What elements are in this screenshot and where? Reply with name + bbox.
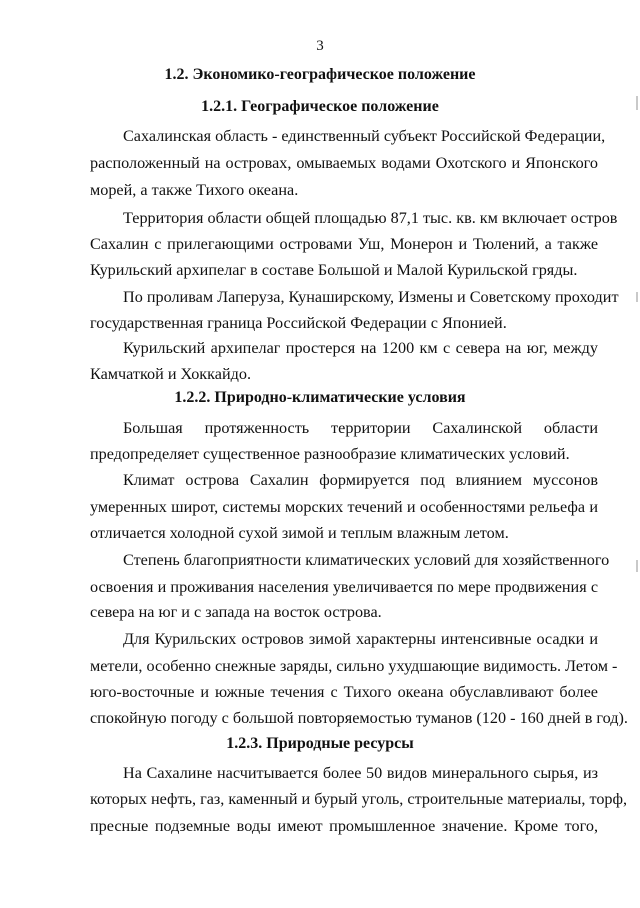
paragraph-line: которых нефть, газ, каменный и бурый уголь, строительные материалы, торф, bbox=[90, 790, 628, 808]
scan-edge-mark bbox=[636, 292, 638, 302]
paragraph-line: Территория области общей площадью 87,1 тыс. кв. км включает остров bbox=[123, 209, 618, 227]
page-number: 3 bbox=[316, 38, 324, 54]
paragraph-line: Климат острова Сахалин формируется под влиянием муссонов bbox=[123, 471, 598, 489]
scan-edge-mark bbox=[636, 96, 638, 110]
paragraph-line: освоения и проживания населения увеличивается по мере продвижения с bbox=[90, 578, 598, 596]
paragraph-line: расположенный на островах, омываемых водами Охотского и Японского bbox=[90, 154, 598, 172]
paragraph-line: пресные подземные воды имеют промышленное значение. Кроме того, bbox=[90, 817, 598, 835]
paragraph-line: спокойную погоду с большой повторяемостью туманов (120 - 160 дней в год). bbox=[90, 709, 628, 727]
paragraph-line: Большая протяженность территории Сахалинской области bbox=[123, 419, 598, 437]
paragraph-line: морей, а также Тихого океана. bbox=[90, 181, 299, 199]
section-heading-1-2: 1.2. Экономико-географическое положение bbox=[164, 66, 476, 83]
paragraph-line: На Сахалине насчитывается более 50 видов минерального сырья, из bbox=[123, 764, 598, 782]
paragraph-line: Для Курильских островов зимой характерны интенсивные осадки и bbox=[123, 630, 598, 648]
paragraph-line: Курильский архипелаг простерся на 1200 км с севера на юг, между bbox=[123, 339, 598, 357]
paragraph-line: юго-восточные и южные течения с Тихого океана обуславливают более bbox=[90, 683, 598, 701]
paragraph-line: севера на юг и с запада на восток острова. bbox=[90, 603, 382, 621]
scan-edge-mark bbox=[636, 560, 638, 572]
paragraph-line: государственная граница Российской Федерации с Японией. bbox=[90, 314, 507, 332]
paragraph-line: отличается холодной сухой зимой и теплым влажным летом. bbox=[90, 524, 509, 542]
section-heading-1-2-2: 1.2.2. Природно-климатические условия bbox=[174, 389, 466, 406]
paragraph-line: Камчаткой и Хоккайдо. bbox=[90, 365, 252, 383]
paragraph-line: Степень благоприятности климатических условий для хозяйственного bbox=[123, 551, 610, 569]
paragraph-line: Сахалинская область - единственный субъект Российской Федерации, bbox=[123, 127, 606, 145]
paragraph-line: Курильский архипелаг в составе Большой и Малой Курильской гряды. bbox=[90, 261, 578, 279]
paragraph-line: предопределяет существенное разнообразие климатических условий. bbox=[90, 445, 570, 463]
paragraph-line: метели, особенно снежные заряды, сильно ухудшающие видимость. Летом - bbox=[90, 657, 618, 675]
section-heading-1-2-1: 1.2.1. Географическое положение bbox=[201, 98, 439, 115]
paragraph-line: По проливам Лаперуза, Кунаширскому, Измены и Советскому проходит bbox=[123, 288, 619, 306]
section-heading-1-2-3: 1.2.3. Природные ресурсы bbox=[226, 735, 414, 752]
paragraph-line: Сахалин с прилегающими островами Уш, Монерон и Тюлений, а также bbox=[90, 235, 598, 253]
paragraph-line: умеренных широт, системы морских течений и особенностями рельефа и bbox=[90, 498, 598, 516]
